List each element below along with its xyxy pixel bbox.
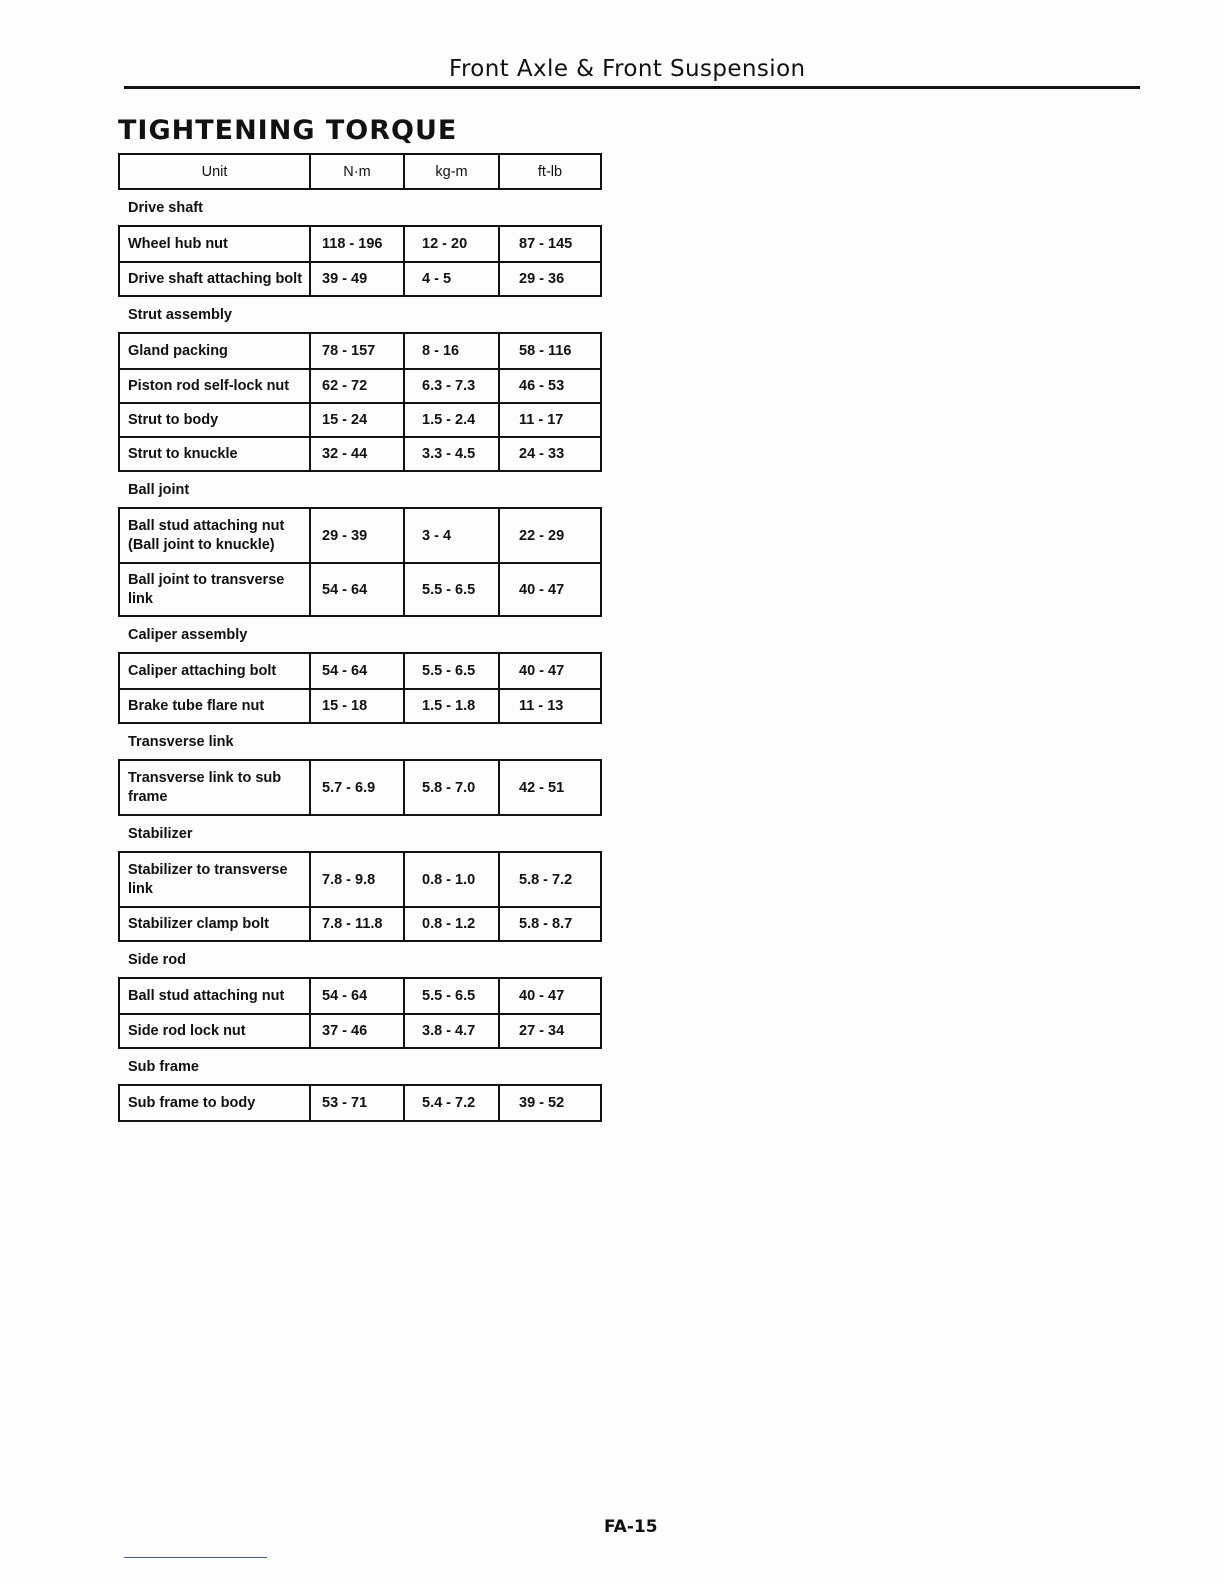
column-header-kgm: kg-m xyxy=(405,155,500,188)
torque-table xyxy=(118,153,602,1122)
row-item-label: Drive shaft attaching bolt xyxy=(120,263,311,295)
row-item-label: Ball stud attaching nut xyxy=(120,979,311,1013)
row-value-ftlb: 11 - 13 xyxy=(519,698,564,714)
group-label: Side rod xyxy=(128,951,187,968)
row-value-kgm: 6.3 - 7.3 xyxy=(405,370,500,402)
row-item-label: Wheel hub nut xyxy=(120,227,311,261)
table-row xyxy=(120,334,600,368)
row-item-label: Stabilizer to transverse link xyxy=(120,853,311,906)
group-box xyxy=(118,759,602,816)
row-value-ftlb: 39 - 52 xyxy=(519,1095,565,1111)
row-value-nm: 7.8 - 9.8 xyxy=(311,853,405,906)
table-header-row xyxy=(118,153,602,190)
row-value-nm: 118 - 196 xyxy=(311,227,405,261)
table-row xyxy=(120,368,600,402)
table-row xyxy=(120,1013,600,1047)
table-row xyxy=(120,1086,600,1120)
row-item-label: Ball joint to transverse link xyxy=(120,564,311,615)
row-value-nm: 32 - 44 xyxy=(311,438,405,470)
group-label: Drive shaft xyxy=(128,199,203,216)
row-value-kgm: 4 - 5 xyxy=(405,263,500,295)
row-value-ftlb: 46 - 53 xyxy=(519,378,565,394)
row-item-label: Sub frame to body xyxy=(120,1086,311,1120)
table-row xyxy=(120,227,600,261)
table-row xyxy=(120,654,600,688)
row-value-kgm: 5.4 - 7.2 xyxy=(405,1086,500,1120)
row-value-kgm: 1.5 - 2.4 xyxy=(405,404,500,436)
row-value-nm: 29 - 39 xyxy=(311,509,405,562)
row-item-label: Transverse link to sub frame xyxy=(120,761,311,814)
table-row xyxy=(120,402,600,436)
row-item-label: Stabilizer clamp bolt xyxy=(120,908,311,940)
group-box xyxy=(118,332,602,472)
row-value-ftlb: 11 - 17 xyxy=(519,412,564,428)
row-value-nm: 54 - 64 xyxy=(311,564,405,615)
row-value-ftlb: 87 - 145 xyxy=(519,236,573,252)
row-value-nm: 62 - 72 xyxy=(311,370,405,402)
row-value-nm: 54 - 64 xyxy=(311,654,405,688)
footer-rule xyxy=(124,1557,267,1558)
row-value-ftlb: 22 - 29 xyxy=(519,527,565,544)
table-row xyxy=(120,906,600,940)
row-item-label: Piston rod self-lock nut xyxy=(120,370,311,402)
row-value-ftlb: 5.8 - 8.7 xyxy=(519,916,573,932)
row-value-ftlb: 58 - 116 xyxy=(519,343,572,359)
row-value-nm: 39 - 49 xyxy=(311,263,405,295)
row-value-ftlb: 42 - 51 xyxy=(519,779,565,796)
row-value-nm: 54 - 64 xyxy=(311,979,405,1013)
row-value-nm: 78 - 157 xyxy=(311,334,405,368)
row-value-kgm: 5.5 - 6.5 xyxy=(405,654,500,688)
group-label: Caliper assembly xyxy=(128,626,248,643)
header-rule xyxy=(124,86,1140,89)
row-value-ftlb: 29 - 36 xyxy=(519,271,565,287)
group-box xyxy=(118,652,602,724)
row-value-ftlb: 27 - 34 xyxy=(519,1023,565,1039)
table-row xyxy=(120,761,600,814)
table-groups xyxy=(118,190,602,1122)
row-value-kgm: 0.8 - 1.0 xyxy=(405,853,500,906)
group-label: Sub frame xyxy=(128,1058,199,1075)
row-value-kgm: 12 - 20 xyxy=(405,227,500,261)
row-value-nm: 15 - 24 xyxy=(311,404,405,436)
column-header-nm: N·m xyxy=(311,155,405,188)
group-box xyxy=(118,1084,602,1122)
row-value-ftlb: 40 - 47 xyxy=(519,988,565,1004)
row-value-kgm: 3.3 - 4.5 xyxy=(405,438,500,470)
table-row xyxy=(120,509,600,562)
row-item-label: Brake tube flare nut xyxy=(120,690,311,722)
row-value-kgm: 5.5 - 6.5 xyxy=(405,979,500,1013)
group-label: Transverse link xyxy=(128,733,234,750)
table-row xyxy=(120,562,600,615)
row-item-label: Side rod lock nut xyxy=(120,1015,311,1047)
row-item-label: Caliper attaching bolt xyxy=(120,654,311,688)
column-header-ftlb: ft-lb xyxy=(537,163,563,180)
row-item-label: Ball stud attaching nut (Ball joint to knuckle) xyxy=(120,509,311,562)
group-box xyxy=(118,851,602,942)
group-label: Stabilizer xyxy=(128,825,193,842)
row-value-ftlb: 24 - 33 xyxy=(519,446,565,462)
row-value-kgm: 0.8 - 1.2 xyxy=(405,908,500,940)
row-value-ftlb: 40 - 47 xyxy=(519,663,565,679)
table-row xyxy=(120,979,600,1013)
group-label: Ball joint xyxy=(128,481,190,498)
column-header-unit: Unit xyxy=(120,155,311,188)
table-row xyxy=(120,853,600,906)
page-number: FA-15 xyxy=(604,1517,658,1537)
table-row xyxy=(120,261,600,295)
table-row xyxy=(120,688,600,722)
row-value-kgm: 1.5 - 1.8 xyxy=(405,690,500,722)
row-value-nm: 15 - 18 xyxy=(311,690,405,722)
section-title: TIGHTENING TORQUE xyxy=(118,115,458,146)
row-value-ftlb: 5.8 - 7.2 xyxy=(519,871,573,888)
row-value-kgm: 5.8 - 7.0 xyxy=(405,761,500,814)
row-item-label: Strut to body xyxy=(120,404,311,436)
row-value-nm: 37 - 46 xyxy=(311,1015,405,1047)
group-box xyxy=(118,225,602,297)
row-value-kgm: 8 - 16 xyxy=(405,334,500,368)
row-value-nm: 7.8 - 11.8 xyxy=(311,908,405,940)
row-value-ftlb: 40 - 47 xyxy=(519,581,565,598)
row-value-kgm: 3 - 4 xyxy=(405,509,500,562)
page-header-title: Front Axle & Front Suspension xyxy=(449,56,806,82)
row-item-label: Gland packing xyxy=(120,334,311,368)
table-row xyxy=(120,436,600,470)
row-value-nm: 5.7 - 6.9 xyxy=(311,761,405,814)
row-value-kgm: 3.8 - 4.7 xyxy=(405,1015,500,1047)
row-item-label: Strut to knuckle xyxy=(120,438,311,470)
group-box xyxy=(118,977,602,1049)
row-value-nm: 53 - 71 xyxy=(311,1086,405,1120)
group-box xyxy=(118,507,602,617)
row-value-kgm: 5.5 - 6.5 xyxy=(405,564,500,615)
group-label: Strut assembly xyxy=(128,306,232,323)
